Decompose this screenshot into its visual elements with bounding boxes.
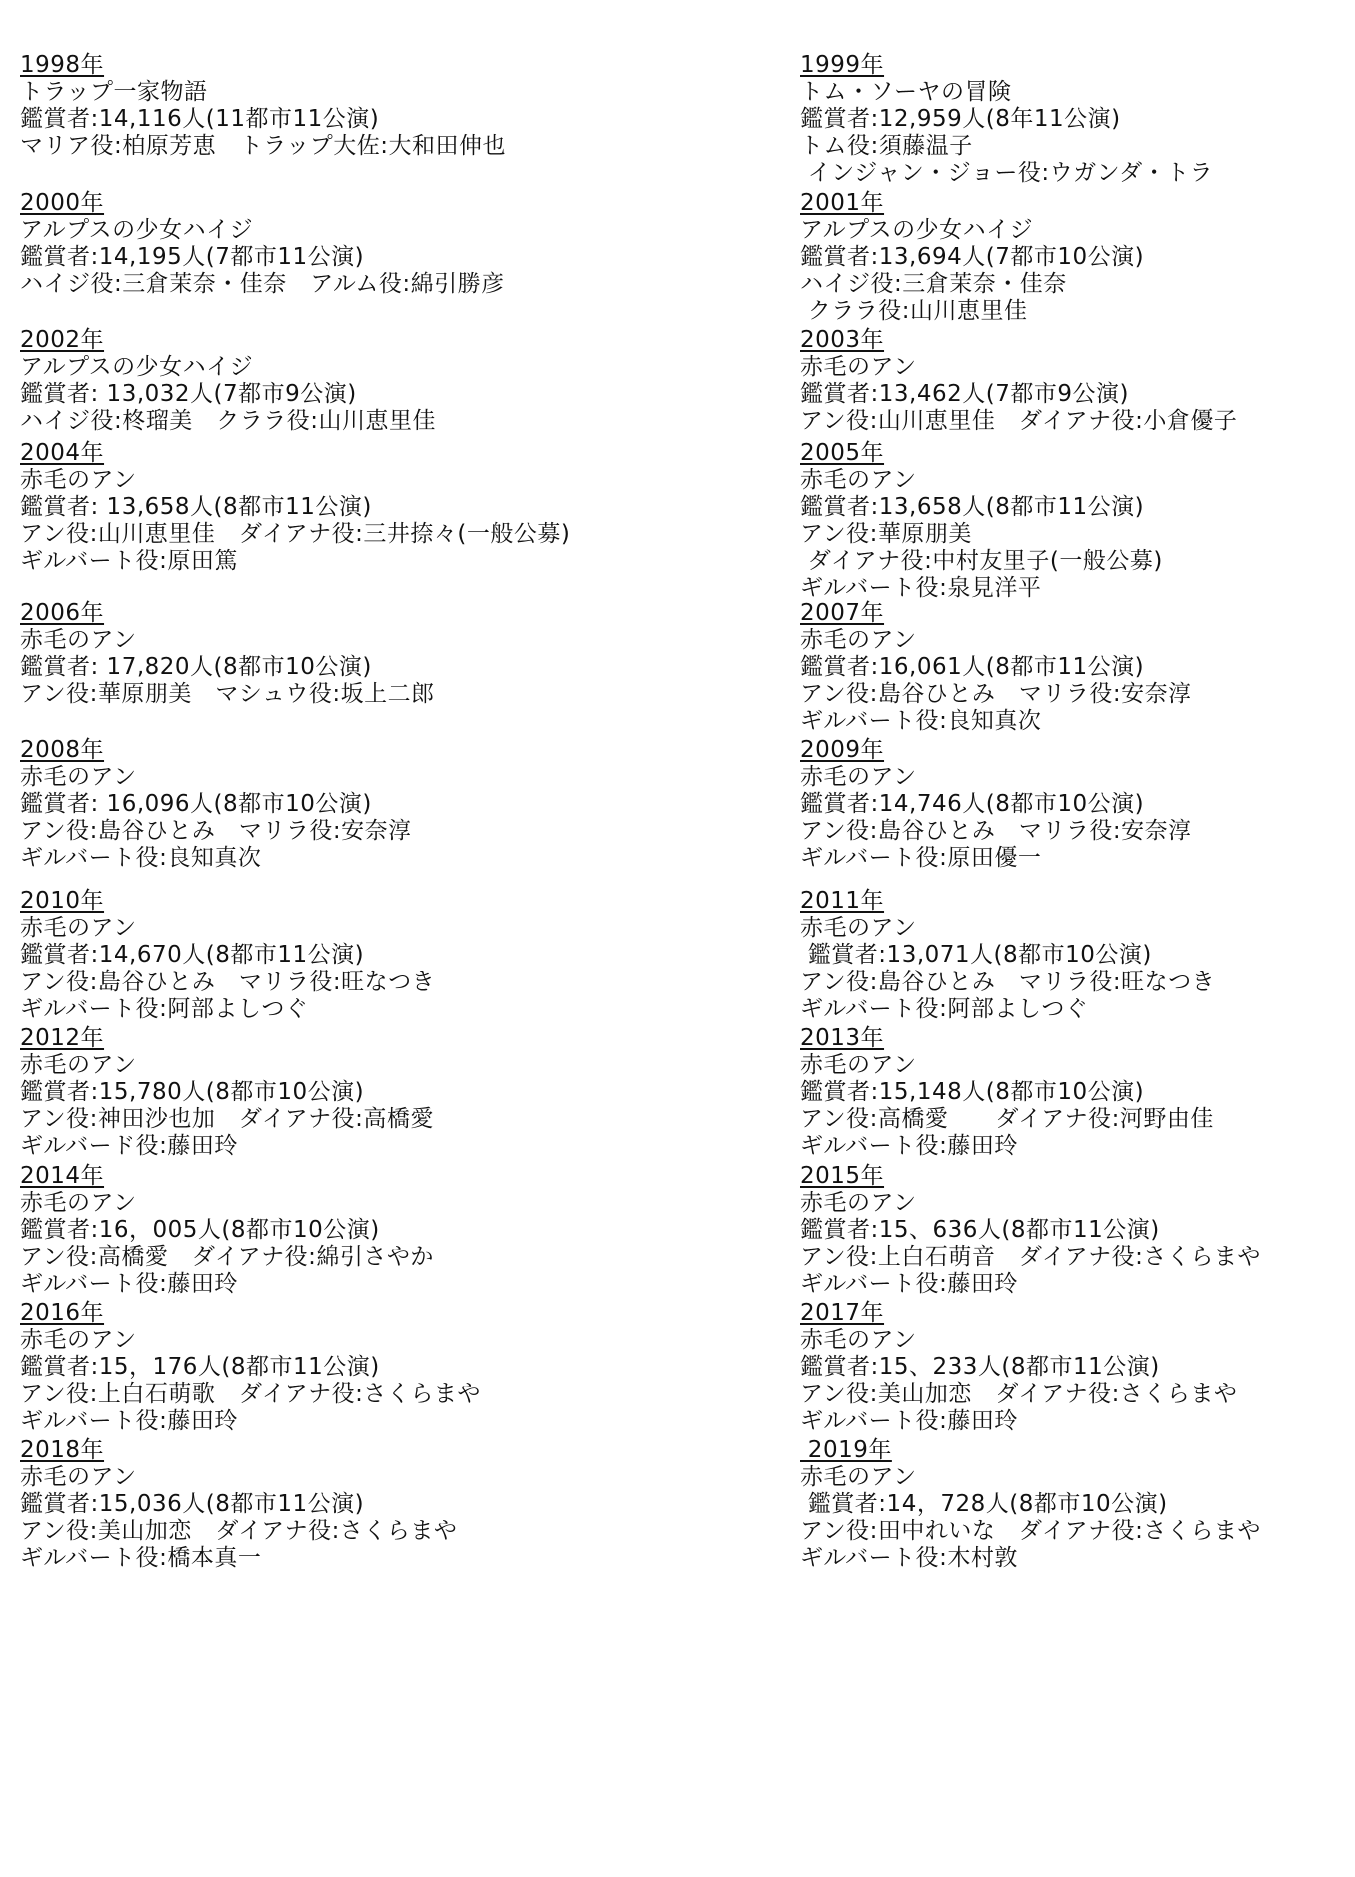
- entry-2002: [20, 327, 660, 435]
- entry-audience: 鑑賞者:16，005人(8都市10公演): [20, 1217, 380, 1243]
- entry-audience: 鑑賞者: 13,032人(7都市9公演): [20, 381, 357, 407]
- entry-1999: [800, 52, 1355, 187]
- entry-title: 赤毛のアン: [800, 467, 917, 493]
- entry-audience: 鑑賞者: 13,658人(8都市11公演): [20, 494, 372, 520]
- entry-cast: アン役:島谷ひとみ マリラ役:安奈淳: [800, 681, 1192, 707]
- entry-title: トラップ一家物語: [20, 79, 208, 105]
- entry-year: 2002年: [20, 327, 105, 353]
- entry-title: 赤毛のアン: [800, 354, 917, 380]
- entry-year: 2016年: [20, 1300, 105, 1326]
- entry-audience: 鑑賞者: 16,096人(8都市10公演): [20, 791, 372, 817]
- entry-audience: 鑑賞者:15,780人(8都市10公演): [20, 1079, 365, 1105]
- entry-cast-extra: ギルバート役:橋本真一: [20, 1545, 262, 1571]
- entry-year: 2011年: [800, 888, 885, 914]
- entry-cast-extra: ギルバート役:藤田玲: [800, 1271, 1018, 1297]
- entry-year: 2001年: [800, 190, 885, 216]
- entry-2012: [20, 1025, 660, 1160]
- entry-audience: 鑑賞者:13,071人(8都市10公演): [800, 942, 1152, 968]
- entry-title: 赤毛のアン: [20, 1464, 137, 1490]
- entry-title: 赤毛のアン: [20, 467, 137, 493]
- entry-cast: ハイジ役:柊瑠美 クララ役:山川恵里佳: [20, 408, 436, 434]
- entry-cast-extra: ギルバート役:原田篤: [20, 548, 238, 574]
- entry-audience: 鑑賞者:14,116人(11都市11公演): [20, 106, 380, 132]
- entry-title: アルプスの少女ハイジ: [20, 354, 254, 380]
- entry-cast: アン役:華原朋美 マシュウ役:坂上二郎: [20, 681, 435, 707]
- entry-audience: 鑑賞者:15,148人(8都市10公演): [800, 1079, 1145, 1105]
- entry-cast: アン役:山川恵里佳 ダイアナ役:小倉優子: [800, 408, 1238, 434]
- entry-year: 2012年: [20, 1025, 105, 1051]
- entry-year: 2015年: [800, 1163, 885, 1189]
- entry-2017: [800, 1300, 1355, 1435]
- entry-2007: [800, 600, 1355, 735]
- entry-title: 赤毛のアン: [800, 915, 917, 941]
- entry-year: 2003年: [800, 327, 885, 353]
- entry-audience: 鑑賞者:14,746人(8都市10公演): [800, 791, 1145, 817]
- entry-audience: 鑑賞者: 17,820人(8都市10公演): [20, 654, 372, 680]
- entry-2003: [800, 327, 1355, 435]
- entry-title: 赤毛のアン: [800, 1464, 917, 1490]
- entry-year: 2019年: [800, 1437, 892, 1463]
- entry-2010: [20, 888, 660, 1023]
- entry-year: 2005年: [800, 440, 885, 466]
- entry-title: 赤毛のアン: [800, 764, 917, 790]
- entry-audience: 鑑賞者:15、233人(8都市11公演): [800, 1354, 1160, 1380]
- entry-2013: [800, 1025, 1355, 1160]
- entry-2009: [800, 737, 1355, 872]
- entry-2011: [800, 888, 1355, 1023]
- left-column: [20, 0, 660, 1877]
- entry-year: 1999年: [800, 52, 885, 78]
- entry-cast: アン役:島谷ひとみ マリラ役:安奈淳: [800, 818, 1192, 844]
- entry-year: 2009年: [800, 737, 885, 763]
- entry-2006: [20, 600, 660, 708]
- entry-title: 赤毛のアン: [20, 1190, 137, 1216]
- entry-year: 2013年: [800, 1025, 885, 1051]
- entry-year: 2000年: [20, 190, 105, 216]
- entry-2000: [20, 190, 660, 298]
- entry-title: 赤毛のアン: [800, 1052, 917, 1078]
- entry-year: 2007年: [800, 600, 885, 626]
- entry-cast: アン役:田中れいな ダイアナ役:さくらまや: [800, 1518, 1261, 1544]
- entry-cast: アン役:高橋愛 ダイアナ役:綿引さやか: [20, 1244, 434, 1270]
- entry-cast: アン役:高橋愛 ダイアナ役:河野由佳: [800, 1106, 1214, 1132]
- entry-cast: アン役:島谷ひとみ マリラ役:旺なつき: [20, 969, 436, 995]
- entry-cast: アン役:神田沙也加 ダイアナ役:高橋愛: [20, 1106, 434, 1132]
- entry-2014: [20, 1163, 660, 1298]
- entry-cast-extra: ギルバート役:良知真次: [20, 845, 262, 871]
- entry-cast: ハイジ役:三倉茉奈・佳奈 アルム役:綿引勝彦: [20, 271, 505, 297]
- entry-cast-extra: ギルバート役:木村敦: [800, 1545, 1018, 1571]
- entry-cast-extra: ギルバート役:良知真次: [800, 708, 1042, 734]
- entry-cast-extra: ギルバート役:阿部よしつぐ: [800, 996, 1089, 1022]
- entry-audience: 鑑賞者:14,195人(7都市11公演): [20, 244, 365, 270]
- entry-cast: アン役:島谷ひとみ マリラ役:旺なつき: [800, 969, 1216, 995]
- entry-year: 1998年: [20, 52, 105, 78]
- entry-audience: 鑑賞者:13,658人(8都市11公演): [800, 494, 1145, 520]
- entry-cast-extra: インジャン・ジョー役:ウガンダ・トラ: [800, 160, 1214, 186]
- entry-audience: 鑑賞者:15、636人(8都市11公演): [800, 1217, 1160, 1243]
- entry-title: トム・ソーヤの冒険: [800, 79, 1012, 105]
- entry-cast: アン役:山川恵里佳 ダイアナ役:三井捺々(一般公募): [20, 521, 571, 547]
- entry-cast-extra: ギルバート役:藤田玲: [20, 1408, 238, 1434]
- entry-cast: アン役:上白石萌歌 ダイアナ役:さくらまや: [20, 1381, 481, 1407]
- entry-cast: アン役:美山加恋 ダイアナ役:さくらまや: [800, 1381, 1238, 1407]
- entry-cast: トム役:須藤温子: [800, 133, 973, 159]
- entry-audience: 鑑賞者:16,061人(8都市11公演): [800, 654, 1145, 680]
- entry-audience: 鑑賞者:13,462人(7都市9公演): [800, 381, 1129, 407]
- entry-audience: 鑑賞者:14,670人(8都市11公演): [20, 942, 365, 968]
- entry-cast-extra: クララ役:山川恵里佳: [800, 298, 1028, 324]
- entry-cast: ハイジ役:三倉茉奈・佳奈: [800, 271, 1067, 297]
- entry-cast-extra-2: ギルバート役:泉見洋平: [800, 575, 1042, 601]
- entry-cast-extra: ダイアナ役:中村友里子(一般公募): [800, 548, 1163, 574]
- entry-audience: 鑑賞者:15,036人(8都市11公演): [20, 1491, 365, 1517]
- entry-audience: 鑑賞者:12,959人(8年11公演): [800, 106, 1121, 132]
- entry-year: 2008年: [20, 737, 105, 763]
- entry-cast-extra: ギルバート役:原田優一: [800, 845, 1042, 871]
- entry-title: 赤毛のアン: [20, 915, 137, 941]
- entry-2004: [20, 440, 660, 575]
- entry-year: 2006年: [20, 600, 105, 626]
- entry-cast: アン役:上白石萌音 ダイアナ役:さくらまや: [800, 1244, 1261, 1270]
- entry-2016: [20, 1300, 660, 1435]
- entry-title: 赤毛のアン: [20, 1327, 137, 1353]
- right-column: [800, 0, 1355, 1877]
- entry-1998: [20, 52, 660, 160]
- entry-audience: 鑑賞者:14，728人(8都市10公演): [800, 1491, 1168, 1517]
- entry-cast-extra: ギルバート役:藤田玲: [800, 1408, 1018, 1434]
- entry-2019: [800, 1437, 1355, 1572]
- entry-title: 赤毛のアン: [20, 627, 137, 653]
- entry-2005: [800, 440, 1355, 602]
- entry-title: 赤毛のアン: [20, 1052, 137, 1078]
- entry-cast: アン役:華原朋美: [800, 521, 972, 547]
- entry-cast: アン役:美山加恋 ダイアナ役:さくらまや: [20, 1518, 458, 1544]
- entry-year: 2017年: [800, 1300, 885, 1326]
- entry-cast: マリア役:柏原芳恵 トラップ大佐:大和田伸也: [20, 133, 507, 159]
- entry-cast-extra: ギルバード役:藤田玲: [20, 1133, 238, 1159]
- entry-title: アルプスの少女ハイジ: [800, 217, 1034, 243]
- entry-title: アルプスの少女ハイジ: [20, 217, 254, 243]
- entry-2015: [800, 1163, 1355, 1298]
- entry-title: 赤毛のアン: [800, 627, 917, 653]
- entry-cast: アン役:島谷ひとみ マリラ役:安奈淳: [20, 818, 412, 844]
- entry-year: 2004年: [20, 440, 105, 466]
- entry-cast-extra: ギルバート役:藤田玲: [800, 1133, 1018, 1159]
- entry-title: 赤毛のアン: [800, 1327, 917, 1353]
- entry-cast-extra: ギルバート役:藤田玲: [20, 1271, 238, 1297]
- entry-audience: 鑑賞者:15，176人(8都市11公演): [20, 1354, 380, 1380]
- entry-2001: [800, 190, 1355, 325]
- entry-year: 2010年: [20, 888, 105, 914]
- entry-2008: [20, 737, 660, 872]
- entry-year: 2018年: [20, 1437, 105, 1463]
- entry-2018: [20, 1437, 660, 1572]
- entry-audience: 鑑賞者:13,694人(7都市10公演): [800, 244, 1145, 270]
- entry-cast-extra: ギルバート役:阿部よしつぐ: [20, 996, 309, 1022]
- entry-title: 赤毛のアン: [20, 764, 137, 790]
- entry-title: 赤毛のアン: [800, 1190, 917, 1216]
- entry-year: 2014年: [20, 1163, 105, 1189]
